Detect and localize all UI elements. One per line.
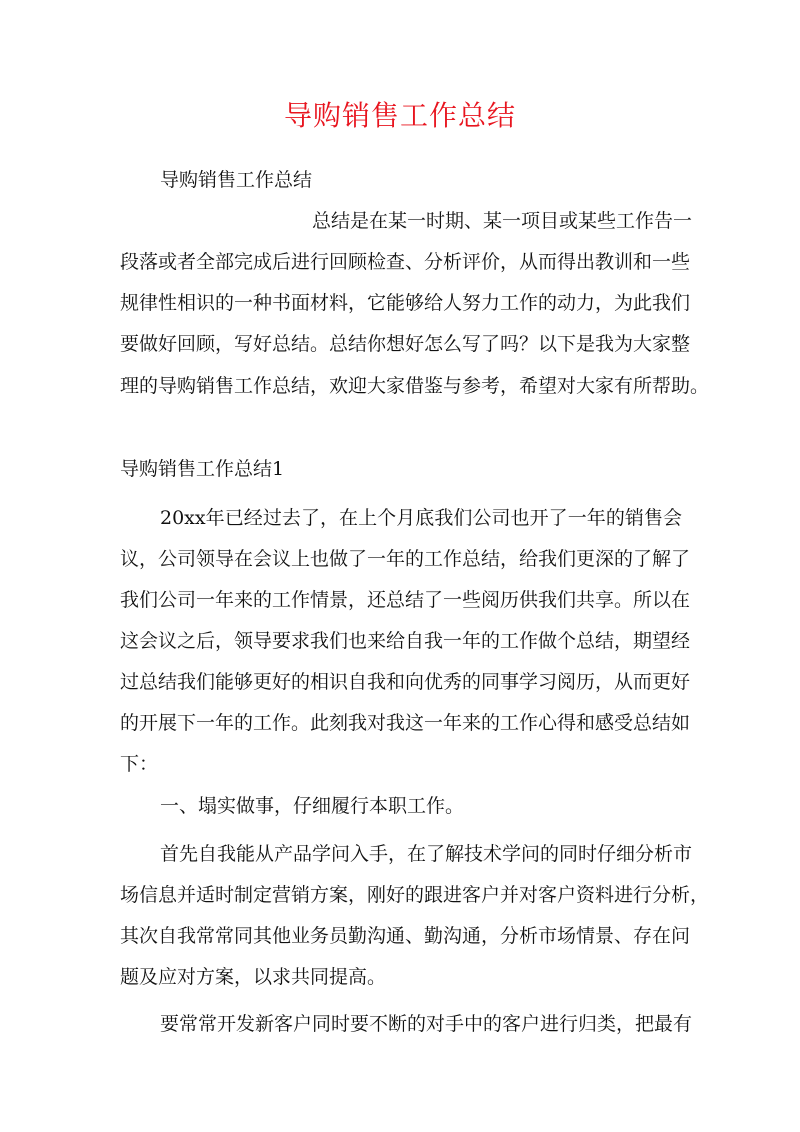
paragraph-line: 首先自我能从产品学问入手，在了解技术学问的同时仔细分析市 (160, 843, 693, 865)
paragraph-line: 议，公司领导在会议上也做了一年的工作总结，给我们更深的了解了 (120, 548, 691, 570)
paragraph-line: 其次自我常常同其他业务员勤沟通、勤沟通，分析市场情景、存在问 (120, 925, 691, 947)
point-heading: 一、塌实做事，仔细履行本职工作。 (160, 795, 465, 817)
paragraph-line: 要常常开发新客户同时要不断的对手中的客户进行归类，把最有 (160, 1013, 693, 1035)
intro-line: 理的导购销售工作总结，欢迎大家借鉴与参考，希望对大家有所帮助。 (120, 375, 710, 397)
paragraph-line: 我们公司一年来的工作情景，还总结了一些阅历供我们共享。所以在 (120, 589, 691, 611)
paragraph-line: 题及应对方案，以求共同提高。 (120, 966, 387, 988)
paragraph-line: 下： (120, 753, 159, 775)
paragraph-line: 过总结我们能够更好的相识自我和向优秀的同事学习阅历，从而更好 (120, 671, 691, 693)
paragraph-line: 的开展下一年的工作。此刻我对我这一年来的工作心得和感受总结如 (120, 712, 691, 734)
paragraph-line: 20xx年已经过去了，在上个月底我们公司也开了一年的销售会 (160, 507, 682, 529)
intro-line: 段落或者全部完成后进行回顾检查、分析评价，从而得出教训和一些 (120, 251, 691, 273)
document-subtitle: 导购销售工作总结 (160, 169, 313, 191)
intro-line: 总结是在某一时期、某一项目或某些工作告一 (312, 210, 693, 232)
document-title: 导购销售工作总结 (283, 99, 516, 132)
paragraph-line: 场信息并适时制定营销方案，刚好的跟进客户并对客户资料进行分析， (120, 884, 710, 906)
intro-line: 要做好回顾，写好总结。总结你想好怎么写了吗？以下是我为大家整 (120, 333, 691, 355)
intro-line: 规律性相识的一种书面材料，它能够给人努力工作的动力，为此我们 (120, 292, 691, 314)
paragraph-line: 这会议之后，领导要求我们也来给自我一年的工作做个总结，期望经 (120, 630, 691, 652)
section-heading: 导购销售工作总结1 (120, 458, 285, 480)
